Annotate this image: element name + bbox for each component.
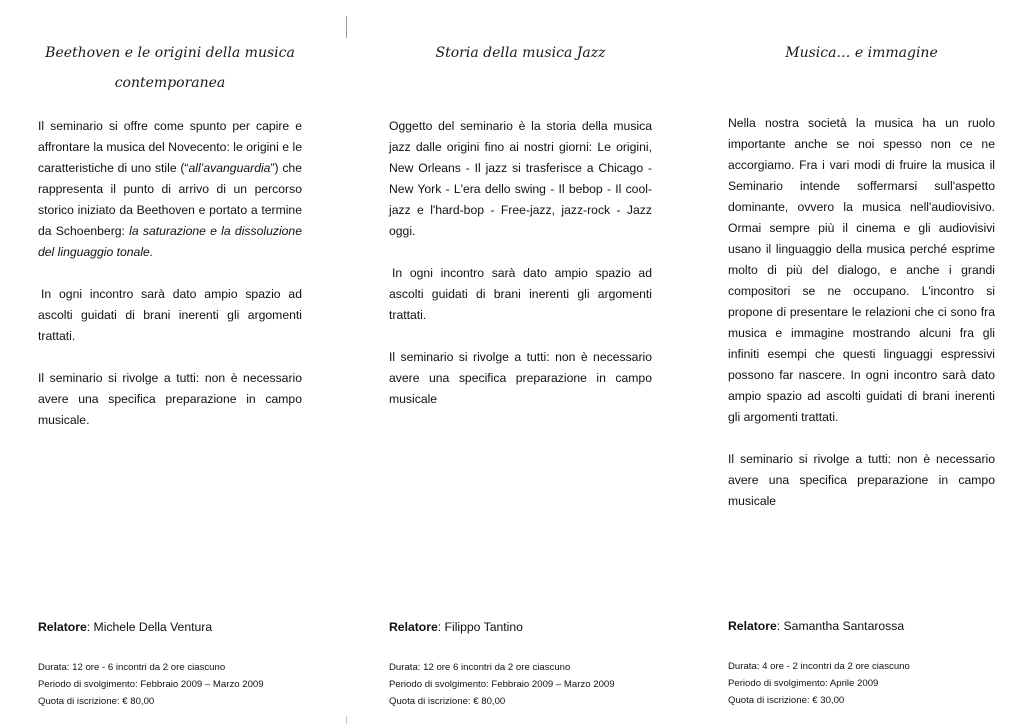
text-run: . [149, 245, 154, 259]
text-run: ”) che rappresenta il punto di arrivo di un percorso storico iniziato da Beethoven e portato a termine da Schoenberg: [38, 161, 302, 238]
seminar-description [389, 116, 652, 410]
seminar-title-line: Storia della musica Jazz [435, 45, 606, 61]
description-paragraph: In ogni incontro sarà dato ampio spazio ad ascolti guidati di brani inerenti gli argomenti trattati. [38, 287, 302, 343]
period-text: Periodo di svolgimento: Aprile 2009 [728, 678, 879, 689]
emphasis-text: all’avanguardia [188, 161, 271, 175]
description-paragraph: In ogni incontro sarà dato ampio spazio ad ascolti guidati di brani inerenti gli argomenti trattati. [389, 266, 652, 322]
description-paragraph: Il seminario si rivolge a tutti: non è necessario avere una specifica preparazione in campo musicale. [38, 371, 302, 427]
speaker-name: : Michele Della Ventura [86, 620, 213, 634]
speaker-line [38, 619, 302, 636]
seminar-title-line: Beethoven e le origini della musica [45, 45, 295, 61]
fee-text: Quota di iscrizione: € 30,00 [728, 695, 845, 706]
seminar-title [38, 38, 302, 98]
seminar-details [389, 659, 652, 710]
duration-text: Durata: 12 ore 6 incontri da 2 ore ciascuno [389, 662, 571, 673]
speaker-label: Relatore [728, 619, 777, 633]
description-paragraph: Oggetto del seminario è la storia della musica jazz dalle origini fino ai nostri giorni: Le origini, New Orleans - Il jazz si trasferisce a Chicago - New York - L'era dello swing - Il bebop - Il cool-jazz e l'hard-bop - Free-jazz, jazz-rock - Jazz oggi. [389, 119, 652, 238]
seminar-description [728, 113, 995, 512]
description-paragraph: Il seminario si rivolge a tutti: non è necessario avere una specifica preparazione in campo musicale [728, 452, 995, 508]
text-run: Il seminario si offre come spunto per capire e affrontare la musica del Novecento: le origini e le caratteristiche di uno stile (“ [38, 119, 302, 175]
speaker-line [728, 618, 995, 635]
seminar-details [38, 659, 302, 710]
period-text: Periodo di svolgimento: Febbraio 2009 – Marzo 2009 [38, 679, 264, 690]
duration-text: Durata: 12 ore - 6 incontri da 2 ore ciascuno [38, 662, 226, 673]
seminar-title-line: Musica… e immagine [785, 45, 938, 61]
speaker-name: : Samantha Santarossa [776, 619, 905, 633]
speaker-label: Relatore [38, 620, 87, 634]
description-paragraph: Nella nostra società la musica ha un ruolo importante anche se noi spesso non ce ne accorgiamo. Fra i vari modi di fruire la musica il Seminario intende soffermarsi sull'aspetto dominante, ovvero la musica nell'audiovisivo. Ormai sempre più il cinema e gli audiovisivi usano il linguaggio della musica perché esprime molto di più del dialogo, e anche i grandi compositori se ne occupano. L'incontro si propone di presentare le relazioni che ci sono fra musica e immagine mostrando alcuni fra gli infiniti esempi che questi linguaggi espressivi possono far nascere. In ogni incontro sarà dato ampio spazio ad ascolti guidati di brani inerenti gli argomenti trattati. [728, 116, 995, 424]
fee-text: Quota di iscrizione: € 80,00 [389, 696, 506, 707]
seminar-title-line: contemporanea [114, 75, 226, 91]
fold-mark-bottom [346, 716, 347, 724]
description-paragraph [38, 116, 302, 263]
seminar-title [389, 38, 652, 68]
fee-text: Quota di iscrizione: € 80,00 [38, 696, 155, 707]
emphasis-text: la saturazione e la dissoluzione del linguaggio tonale [38, 224, 302, 259]
fold-mark-top [346, 16, 347, 38]
seminar-details [728, 658, 995, 709]
speaker-line [389, 619, 652, 636]
speaker-label: Relatore [389, 620, 438, 634]
description-paragraph: Il seminario si rivolge a tutti: non è necessario avere una specifica preparazione in campo musicale [389, 350, 652, 406]
seminar-title [728, 38, 995, 68]
duration-text: Durata: 4 ore - 2 incontri da 2 ore ciascuno [728, 661, 910, 672]
speaker-name: : Filippo Tantino [437, 620, 523, 634]
seminar-description [38, 116, 302, 431]
period-text: Periodo di svolgimento: Febbraio 2009 – Marzo 2009 [389, 679, 615, 690]
